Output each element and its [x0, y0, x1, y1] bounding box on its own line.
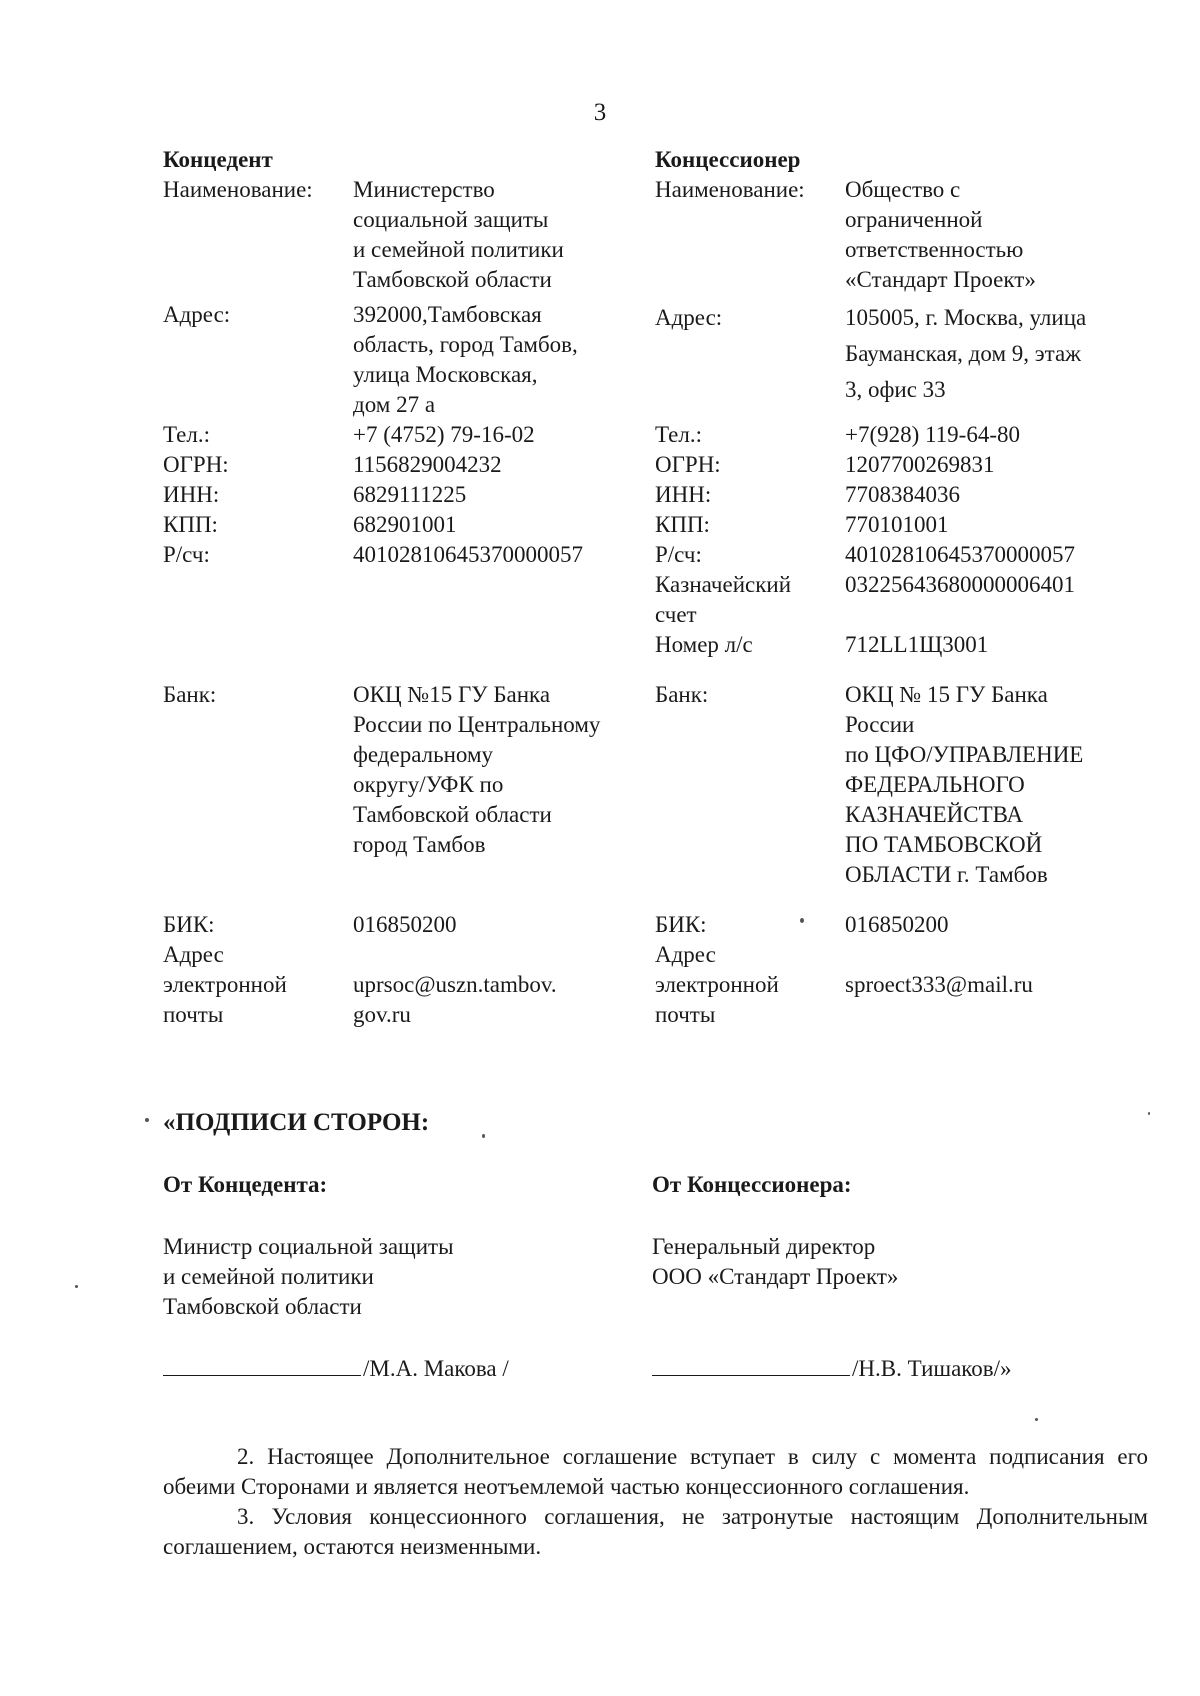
field-label: Тел.:: [655, 422, 702, 447]
field-value: [353, 300, 683, 420]
concedent-address-row: [163, 300, 683, 420]
page-number: 3: [593, 99, 607, 126]
field-label: КПП:: [163, 512, 218, 537]
email-link[interactable]: sproect333@mail.ru: [845, 972, 1033, 997]
field-value: 6829111225: [353, 482, 467, 507]
signatory-position: [652, 1232, 1122, 1292]
field-value: 1156829004232: [353, 452, 502, 477]
signatory-position: [163, 1232, 633, 1322]
field-value: [845, 680, 1145, 910]
field-label: ИНН:: [655, 482, 712, 507]
signatures-heading: «ПОДПИСИ СТОРОН:: [163, 1109, 430, 1136]
value-line: Общество с: [845, 177, 961, 202]
field-label: КПП:: [655, 512, 710, 537]
value-line: по ЦФО/УПРАВЛЕНИЕ: [845, 742, 1084, 767]
concessionaire-address-row: [655, 300, 1145, 420]
field-label: Адрес электронной почты: [163, 942, 287, 1027]
concessionaire-bank-row: [655, 680, 1145, 910]
signature-from-label: От Концедента:: [163, 1172, 328, 1197]
value-line: федеральному: [353, 742, 494, 767]
field-label: БИК:: [163, 912, 215, 937]
concessionaire-kpp-row: [655, 510, 1145, 540]
concessionaire-heading: Концессионер: [655, 147, 801, 172]
scan-speck: [145, 1118, 149, 1122]
value-line: России: [845, 712, 915, 737]
value-line: область, город Тамбов,: [353, 332, 578, 357]
concedent-name-row: [163, 175, 683, 300]
scan-speck: [1035, 1418, 1038, 1421]
value-line: КАЗНАЧЕЙСТВА: [845, 802, 1024, 827]
field-value: 40102810645370000057: [353, 542, 583, 567]
concedent-bank-row: [163, 680, 683, 910]
value-line: улица Московская,: [353, 362, 538, 387]
concedent-kpp-row: [163, 510, 683, 540]
field-value: 016850200: [353, 912, 457, 937]
position-line: и семейной политики: [163, 1264, 374, 1289]
concessionaire-inn-row: [655, 480, 1145, 510]
concedent-inn-row: [163, 480, 683, 510]
concedent-account-row: [163, 540, 683, 680]
field-label: Наименование:: [655, 177, 805, 202]
concedent-phone-row: [163, 420, 683, 450]
signatory-name: /Н.В. Тишаков/»: [852, 1356, 1012, 1381]
field-value: 770101001: [845, 512, 949, 537]
field-label: Банк:: [163, 682, 217, 707]
field-value: [845, 940, 1145, 1030]
field-label: Адрес:: [163, 302, 231, 327]
field-label: Номер л/с: [655, 632, 753, 657]
field-label: Казначейский счет: [655, 572, 792, 627]
field-value: 016850200: [845, 912, 949, 937]
value-line: 3, офис 33: [845, 377, 946, 402]
value-line: ОКЦ № 15 ГУ Банка: [845, 682, 1048, 707]
value-line: «Стандарт Проект»: [845, 267, 1036, 292]
scan-speck: [1148, 1112, 1150, 1115]
value-line: 105005, г. Москва, улица: [845, 305, 1087, 330]
concessionaire-ogrn-row: [655, 450, 1145, 480]
concedent-bik-row: [163, 910, 683, 940]
field-value: +7 (4752) 79-16-02: [353, 422, 535, 447]
position-line: Тамбовской области: [163, 1294, 362, 1319]
signature-blank: [652, 1355, 850, 1376]
value-line: социальной защиты: [353, 207, 549, 232]
signature-blank: [163, 1355, 361, 1376]
concessionaire-bik-row: [655, 910, 1145, 940]
field-value: [845, 175, 1145, 300]
concedent-details: [163, 145, 683, 1030]
field-value: [353, 680, 683, 910]
value-line: и семейной политики: [353, 237, 564, 262]
value-line: gov.ru: [353, 1002, 411, 1027]
concessionaire-email-row: [655, 940, 1145, 1030]
position-line: Генеральный директор: [652, 1234, 876, 1259]
field-value: [353, 940, 683, 1030]
concessionaire-signature-block: [652, 1170, 1122, 1384]
value-line: дом 27 а: [353, 392, 436, 417]
value-line: ограниченной: [845, 207, 983, 232]
field-label: Р/сч:: [655, 542, 702, 567]
field-value: 712LL1Щ3001: [845, 632, 989, 657]
field-label: ОГРН:: [655, 452, 721, 477]
value-line: город Тамбов: [353, 832, 486, 857]
concessionaire-account-row: [655, 540, 1145, 570]
concessionaire-personal-account-row: [655, 630, 1145, 680]
field-label: Наименование:: [163, 177, 313, 202]
concedent-signature-block: [163, 1170, 633, 1384]
clause-paragraph: 2. Настоящее Дополнительное соглашение вступает в силу с момента подписания его обеими Сторонами и является неотъемлемой частью концессионного соглашения.: [163, 1444, 1148, 1499]
field-label: БИК:: [655, 912, 707, 937]
field-value: [353, 175, 683, 300]
field-label: Р/сч:: [163, 542, 210, 567]
scan-speck: [75, 1285, 78, 1288]
field-value: 7708384036: [845, 482, 960, 507]
value-line: ответственностью: [845, 237, 1024, 262]
field-value: 1207700269831: [845, 452, 995, 477]
concedent-heading: Концедент: [163, 147, 273, 172]
value-line: ФЕДЕРАЛЬНОГО: [845, 772, 1025, 797]
field-label: Тел.:: [163, 422, 210, 447]
concessionaire-treasury-row: [655, 570, 1145, 630]
agreement-clauses: [163, 1442, 1148, 1562]
value-line: округу/УФК по: [353, 772, 504, 797]
concedent-ogrn-row: [163, 450, 683, 480]
field-value: 682901001: [353, 512, 457, 537]
position-line: ООО «Стандарт Проект»: [652, 1264, 899, 1289]
value-line: Тамбовской области: [353, 802, 552, 827]
scan-speck: [800, 918, 804, 923]
value-line: 392000,Тамбовская: [353, 302, 542, 327]
field-label: Адрес электронной почты: [655, 942, 779, 1027]
concessionaire-phone-row: [655, 420, 1145, 450]
field-label: Банк:: [655, 682, 709, 707]
field-value: [845, 300, 1145, 420]
scan-speck: [482, 1134, 485, 1138]
concessionaire-details: [655, 145, 1145, 1030]
value-line: ОКЦ №15 ГУ Банка: [353, 682, 551, 707]
field-label: ИНН:: [163, 482, 220, 507]
position-line: Министр социальной защиты: [163, 1234, 454, 1259]
field-label: ОГРН:: [163, 452, 229, 477]
signature-line: [652, 1354, 1122, 1384]
field-value: 40102810645370000057: [845, 542, 1075, 567]
value-line: ОБЛАСТИ г. Тамбов: [845, 862, 1048, 887]
value-line: ПО ТАМБОВСКОЙ: [845, 832, 1043, 857]
signatory-name: /М.А. Макова /: [363, 1356, 509, 1381]
field-label: Адрес:: [655, 305, 723, 330]
value-line: Министерство: [353, 177, 495, 202]
value-line: Бауманская, дом 9, этаж: [845, 341, 1082, 366]
signature-line: [163, 1354, 633, 1384]
value-line: России по Центральному: [353, 712, 601, 737]
concedent-email-row: [163, 940, 683, 1030]
value-line: Тамбовской области: [353, 267, 552, 292]
concessionaire-name-row: [655, 175, 1145, 300]
field-value: 03225643680000006401: [845, 572, 1075, 597]
field-value: +7(928) 119-64-80: [845, 422, 1021, 447]
signature-from-label: От Концессионера:: [652, 1172, 852, 1197]
email-link[interactable]: uprsoc@uszn.tambov.: [353, 972, 557, 997]
clause-paragraph: 3. Условия концессионного соглашения, не затронутые настоящим Дополнительным соглашением, остаются неизменными.: [163, 1504, 1148, 1559]
